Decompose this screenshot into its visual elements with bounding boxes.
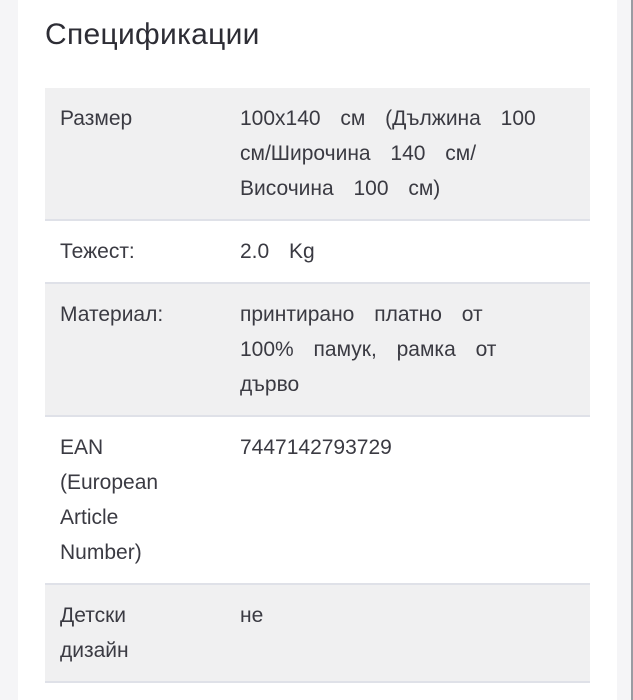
spec-value: 2.0 Kg [240, 240, 315, 263]
spec-value: 7447142793729 [240, 436, 392, 459]
table-row [45, 88, 590, 221]
specifications-section [45, 0, 590, 683]
spec-value: 100x140 см (Дължина 100 см/Широчина 140 см/Височина 100 см) [240, 107, 536, 200]
spec-value: не [240, 604, 264, 627]
spec-label: Материал: [60, 303, 164, 326]
right-margin-strip [617, 0, 631, 700]
table-row [45, 221, 590, 284]
page-title: Спецификации [45, 18, 260, 51]
spec-table [45, 88, 590, 683]
table-row [45, 417, 590, 585]
left-margin-strip [0, 0, 18, 700]
spec-label: Размер [60, 107, 133, 130]
table-row [45, 585, 590, 683]
spec-label: Тежест: [60, 240, 135, 263]
spec-label: Детски дизайн [60, 604, 129, 662]
spec-label: EAN (European Article Number) [60, 436, 159, 564]
table-row [45, 284, 590, 417]
spec-value: принтирано платно от 100% памук, рамка от дърво [240, 303, 497, 396]
